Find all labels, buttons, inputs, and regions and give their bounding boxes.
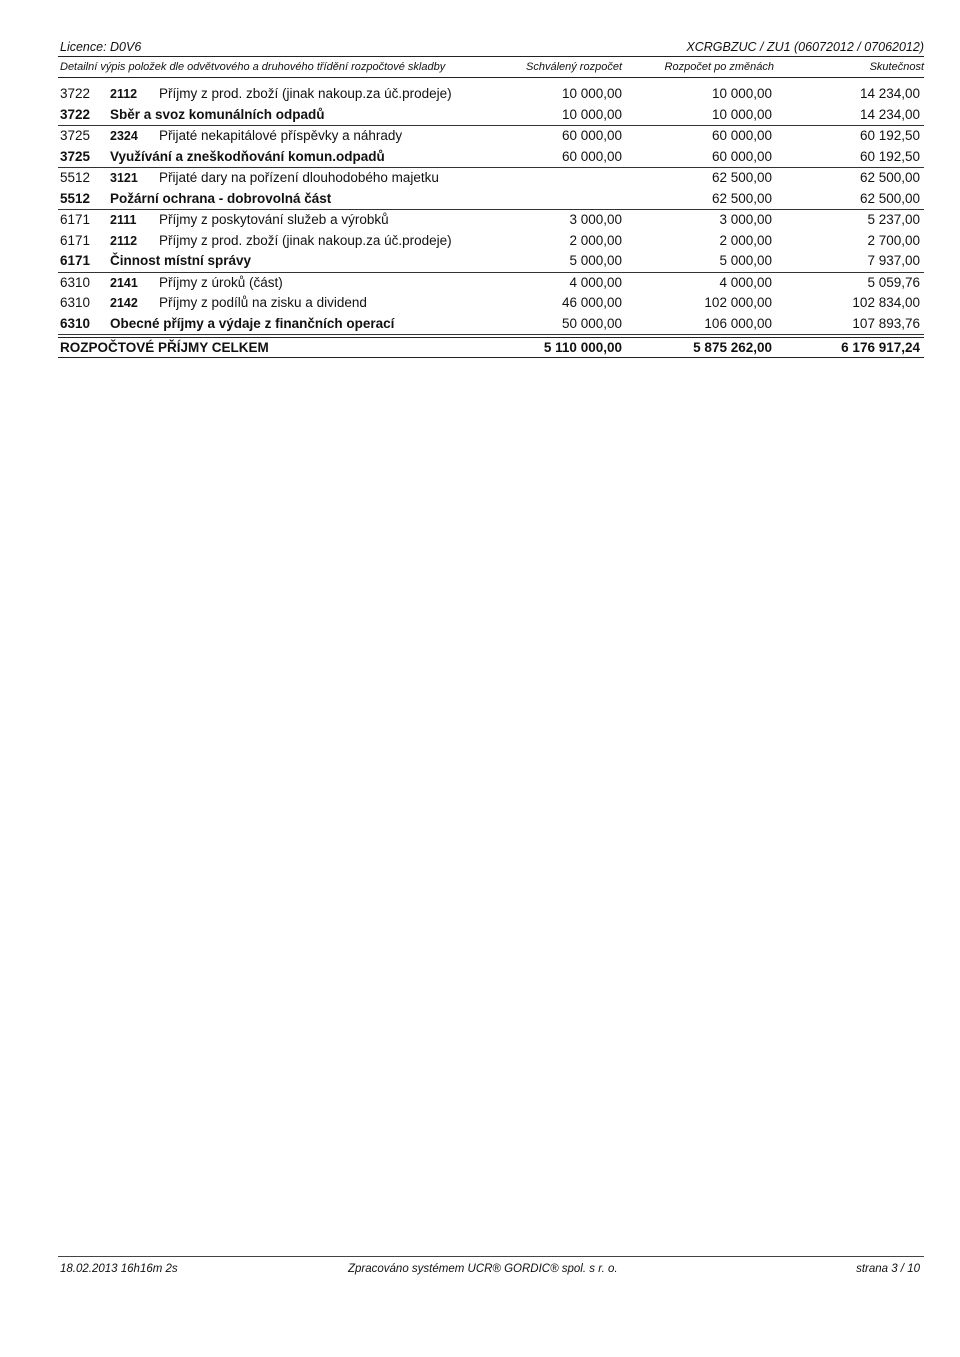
report-page	[58, 36, 924, 358]
footer-processed-by: Zpracováno systémem UCR® GORDIC® spol. s r. o.	[348, 1263, 618, 1275]
row-description: Sběr a svoz komunálních odpadů	[110, 106, 325, 122]
actual-value: 102 834,00	[852, 295, 920, 310]
budget-after-changes-value: 62 500,00	[711, 170, 772, 185]
approved-budget-value: 5 000,00	[569, 253, 622, 268]
actual-value: 5 059,76	[867, 274, 920, 290]
paragraph-code: 6310	[60, 295, 91, 310]
row-description: Činnost místní správy	[110, 253, 252, 268]
approved-budget-value: 46 000,00	[561, 295, 622, 310]
budget-after-changes-value: 5 000,00	[719, 253, 772, 268]
item-code: 2112	[110, 233, 138, 248]
budget-after-changes-value: 60 000,00	[711, 128, 772, 143]
budget-table	[58, 84, 924, 335]
row-description: Požární ochrana - dobrovolná část	[110, 190, 332, 206]
actual-value: 5 237,00	[867, 212, 920, 227]
paragraph-code: 3722	[60, 86, 91, 101]
paragraph-code: 3725	[60, 148, 91, 164]
item-code: 2112	[110, 87, 138, 101]
row-description: Příjmy z úroků (část)	[159, 274, 283, 290]
item-code: 2142	[110, 296, 138, 310]
total-label: ROZPOČTOVÉ PŘÍJMY CELKEM	[60, 340, 269, 355]
approved-budget-value: 4 000,00	[569, 274, 622, 290]
total-after-changes: 5 875 262,00	[693, 340, 772, 355]
budget-after-changes-value: 60 000,00	[711, 148, 772, 164]
report-code: XCRGBZUC / ZU1 (06072012 / 07062012)	[686, 40, 924, 54]
table-subtotal-row	[58, 147, 924, 169]
table-subtotal-row	[58, 189, 924, 211]
actual-value: 62 500,00	[859, 190, 920, 206]
approved-budget-value: 60 000,00	[561, 128, 622, 143]
table-row	[58, 231, 924, 252]
footer-datetime: 18.02.2013 16h16m 2s	[60, 1263, 178, 1275]
total-row	[58, 337, 924, 358]
approved-budget-value: 2 000,00	[569, 232, 622, 248]
paragraph-code: 3722	[60, 106, 91, 122]
item-code: 2324	[110, 129, 138, 143]
paragraph-code: 5512	[60, 190, 91, 206]
row-description: Obecné příjmy a výdaje z finančních operací	[110, 315, 395, 331]
table-row	[58, 126, 924, 147]
actual-value: 60 192,50	[859, 148, 920, 164]
paragraph-code: 6171	[60, 253, 91, 268]
actual-value: 7 937,00	[867, 253, 920, 268]
row-description: Příjmy z prod. zboží (jinak nakoup.za úč.prodeje)	[159, 232, 452, 248]
col-header-approved: Schválený rozpočet	[526, 61, 622, 73]
total-approved: 5 110 000,00	[543, 340, 622, 355]
paragraph-code: 5512	[60, 170, 91, 185]
budget-after-changes-value: 10 000,00	[711, 86, 772, 101]
item-code: 3121	[110, 171, 138, 185]
approved-budget-value: 50 000,00	[561, 315, 622, 331]
paragraph-code: 6171	[60, 232, 91, 248]
row-description: Využívání a zneškodňování komun.odpadů	[110, 148, 385, 164]
approved-budget-value: 10 000,00	[561, 86, 622, 101]
row-description: Příjmy z poskytování služeb a výrobků	[159, 212, 389, 227]
row-description: Příjmy z podílů na zisku a dividend	[159, 295, 367, 310]
table-row	[58, 210, 924, 231]
row-description: Přijaté nekapitálové příspěvky a náhrady	[159, 128, 403, 143]
report-header	[58, 36, 924, 56]
table-subtotal-row	[58, 105, 924, 127]
table-row	[58, 84, 924, 105]
paragraph-code: 3725	[60, 128, 91, 143]
item-code: 2141	[110, 275, 138, 290]
paragraph-code: 6310	[60, 315, 91, 331]
page-footer	[58, 1256, 924, 1277]
footer-page-number: strana 3 / 10	[856, 1263, 920, 1275]
approved-budget-value: 3 000,00	[569, 212, 622, 227]
total-actual: 6 176 917,24	[841, 340, 920, 355]
actual-value: 62 500,00	[859, 170, 920, 185]
paragraph-code: 6171	[60, 212, 91, 227]
budget-after-changes-value: 106 000,00	[704, 315, 772, 331]
table-subtotal-row	[58, 251, 924, 273]
table-subtotal-row	[58, 314, 924, 336]
budget-after-changes-value: 2 000,00	[719, 232, 772, 248]
item-code: 2111	[110, 213, 137, 227]
table-row	[58, 293, 924, 314]
report-description: Detailní výpis položek dle odvětvového a druhového třídění rozpočtové skladby	[60, 61, 446, 73]
budget-after-changes-value: 62 500,00	[711, 190, 772, 206]
actual-value: 60 192,50	[859, 128, 920, 143]
row-description: Příjmy z prod. zboží (jinak nakoup.za úč.prodeje)	[159, 86, 452, 101]
budget-after-changes-value: 10 000,00	[711, 106, 772, 122]
col-header-after-changes: Rozpočet po změnách	[664, 61, 774, 73]
budget-after-changes-value: 3 000,00	[719, 212, 772, 227]
approved-budget-value: 10 000,00	[561, 106, 622, 122]
paragraph-code: 6310	[60, 274, 91, 290]
col-header-actual: Skutečnost	[869, 61, 924, 73]
actual-value: 2 700,00	[867, 232, 920, 248]
actual-value: 14 234,00	[859, 106, 920, 122]
actual-value: 107 893,76	[852, 315, 920, 331]
column-headers	[58, 56, 924, 78]
table-row	[58, 273, 924, 294]
row-description: Přijaté dary na pořízení dlouhodobého majetku	[159, 170, 439, 185]
approved-budget-value: 60 000,00	[561, 148, 622, 164]
licence-label: Licence: D0V6	[60, 40, 142, 54]
table-row	[58, 168, 924, 189]
budget-after-changes-value: 102 000,00	[704, 295, 772, 310]
actual-value: 14 234,00	[859, 86, 920, 101]
budget-after-changes-value: 4 000,00	[719, 274, 772, 290]
